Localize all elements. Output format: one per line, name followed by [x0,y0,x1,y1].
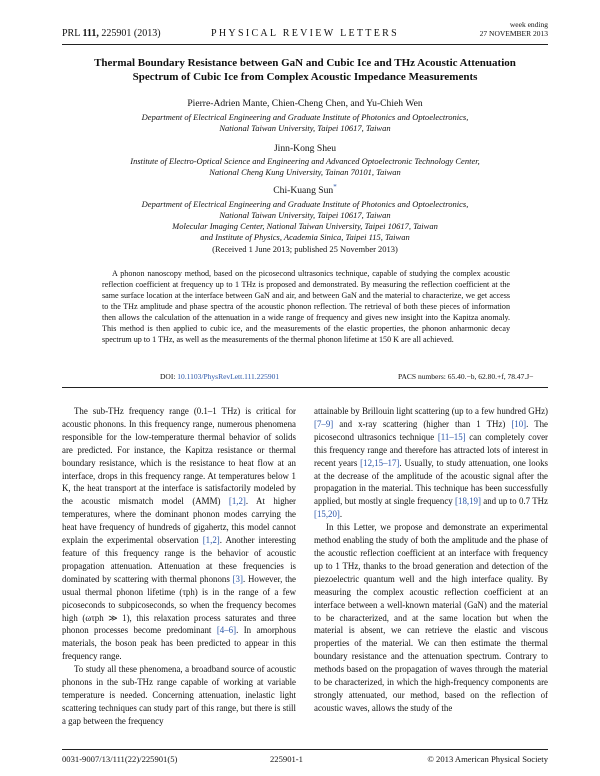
pacs-numbers: PACS numbers: 65.40.−b, 62.80.+f, 78.47.J− [398,372,534,381]
journal-name: PHYSICAL REVIEW LETTERS [211,28,399,39]
paragraph: In this Letter, we propose and demonstrate an experimental method enabling the study of both the amplitude and the phase of the acoustic reflection coefficient at an interface with frequency up to 1 THz, thanks to the broad generation and detection of the piezoelectric quantum well and the high interface quality. By measuring the complex acoustic reflection coefficient at an interface between a well-known material (GaN) and the material to be characterized, and at the same location but when the material is absent, we can retrieve the elastic and viscous properties of the material. We can then estimate the thermal boundary resistance and the attenuation spectrum. Contrary to methods based on the propagation of waves through the material to be characterized, in which the high-frequency components are strongly attenuated, our method, based on the reflection of acoustic waves, allows the study of the [314,522,548,713]
author-group-2: Jinn-Kong Sheu [273,143,337,154]
running-header [62,18,548,42]
footer-rule [62,749,548,750]
author-group-3: Chi-Kuang Sun* [273,182,337,196]
paragraph: The sub-THz frequency range (0.1–1 THz) is critical for acoustic phonons. In this frequency range, numerous phenomena responsible for the low-temperature thermal behavior of solids are predicted. For instance, the Kapitza resistance or thermal boundary resistance, which is the resistance to heat flow at an interface, drops in this frequency range. At temperatures below 1 K, the heat transport at the interface is satisfactorily modeled by the acoustic mismatch model (AMM) [1,2]. At higher temperatures, where the dominant phonon modes carrying the heat have frequency of hundreds of gigahertz, this model cannot explain the experimental observation [1,2]. Another interesting feature of this frequency range is the behavior of acoustic propagation attenuation. Attenuation at these frequencies is dominated by scattering with thermal phonons [3]. However, the usual thermal phonon lifetime (τph) is in the range of a few picoseconds to subpicoseconds, so when the frequency becomes high (ωτph ≫ 1), this relaxation process saturates and three phonon processes become predominant [4–6]. In amorphous materials, the boson peak has been predicted to appear in this frequency range. [62,406,297,662]
footer-copyright: © 2013 American Physical Society [427,754,548,764]
citation-link[interactable]: [1,2] [202,535,220,546]
issue-date: week ending 27 NOVEMBER 2013 [479,20,548,38]
citation-link[interactable]: [10] [511,418,527,429]
footer-issn: 0031-9007/13/111(22)/225901(5) [62,754,178,764]
affiliation-3: Department of Electrical Engineering and Graduate Institute of Photonics and Optoelectronics, National Taiwan University, Taipei 10617, Taiwan Molecular Imaging Center, National Taiwan University, Taipei 10617, Taiwan and Institute of Physics, Academia Sinica, Taipei 115, Taiwan [141,199,469,242]
corresponding-author-link[interactable]: * [333,182,337,191]
header-rule [62,44,548,45]
citation-link[interactable]: [7–9] [314,418,334,429]
citation-link[interactable]: [12,15–17] [360,457,400,468]
author-group-1: Pierre-Adrien Mante, Chien-Cheng Chen, and Yu-Chieh Wen [187,98,423,109]
citation-link[interactable]: [11–15] [437,431,466,442]
doi-link[interactable]: 10.1103/PhysRevLett.111.225901 [177,372,280,381]
citation-link[interactable]: [1,2] [228,496,246,507]
citation-link[interactable]: [18,19] [455,496,481,507]
abstract: A phonon nanoscopy method, based on the picosecond ultrasonics technique, capable of studying the complex acoustic reflection coefficient at frequency up to 1 THz is proposed and demonstrated. By measuring the reflection coefficient at the same surface location at the interface between GaN and air, and between GaN and the material to characterize, we get access to the THz amplitude and phase spectra of the acoustic phonon reflection. The retrieval of both these pieces of information then allows the calculation of the attenuation in a wide range of frequency and gives new insight into the Kapitza anomaly. This method is then applied to cubic ice, and the measurements of the elastic properties, the phonon anharmonic decay spectrum up to 1 THz, as well as the measurements of the thermal phonon lifetime at 150 K are all achieved. [102,269,510,344]
body-column-left [62,405,296,728]
citation-link[interactable]: [4–6] [216,625,237,636]
citation-link[interactable]: [15,20] [314,509,340,520]
abstract-rule [62,387,548,388]
citation-link[interactable]: [3] [232,573,243,584]
affiliation-1: Department of Electrical Engineering and Graduate Institute of Photonics and Optoelectronics, National Taiwan University, Taipei 10617, Taiwan [141,112,469,133]
footer-page-number: 225901-1 [270,754,303,764]
paper-title: Thermal Boundary Resistance between GaN and Cubic Ice and THz Acoustic Attenuation Spectrum of Cubic Ice from Complex Acoustic Impedance Measurements [94,57,516,83]
paragraph: attainable by Brillouin light scattering (up to a few hundred GHz) [7–9] and x-ray scattering (higher than 1 THz) [10]. The picosecond ultrasonics technique [11–15] can completely cover this frequency range and therefore has attracted lots of interest in recent years [12,15–17]. Usually, to study attenuation, one looks at the decrease of the amplitude of the acoustic signal after the propagation in the material. This technique has been successfully applied, but mostly at single frequency [18,19] and up to 0.7 THz [15,20]. [314,406,548,520]
doi: DOI: 10.1103/PhysRevLett.111.225901 [160,372,280,381]
affiliation-2: Institute of Electro-Optical Science and Engineering and Advanced Optoelectronic Technology Center, National Cheng Kung University, Tainan 70101, Taiwan [130,156,480,177]
body-column-right [314,405,548,715]
received-dates: (Received 1 June 2013; published 25 November 2013) [212,244,398,254]
paragraph: To study all these phenomena, a broadband source of acoustic phonons in the sub-THz range capable of working at variable temperature is needed. Concerning attenuation, inelastic light scattering techniques can study part of this range, but there is still a gap between the frequency [62,664,296,726]
journal-citation: PRL 111, 225901 (2013) [62,28,161,39]
